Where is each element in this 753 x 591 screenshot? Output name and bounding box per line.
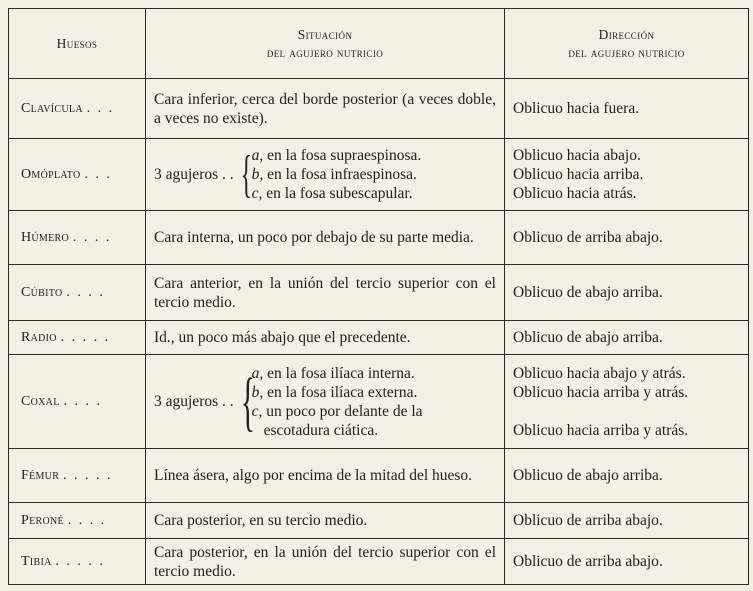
bone-name: Húmero . . . .	[9, 211, 146, 265]
table-row	[9, 265, 749, 321]
table-row	[9, 211, 749, 265]
table-row	[9, 449, 749, 503]
bone-name: Coxal . . . .	[9, 355, 146, 449]
header-direccion: Dirección del agujero nutricio	[505, 9, 749, 79]
list-item: a, en la fosa supraespinosa.	[251, 147, 422, 164]
table-row	[9, 321, 749, 355]
foramen-count: 3 agujeros . .	[154, 166, 234, 183]
nutrient-foramen-table	[8, 8, 749, 585]
bone-name: Cúbito . . . .	[9, 265, 146, 321]
direction-cell: Oblicuo hacia fuera.	[505, 79, 749, 139]
bone-name: Radio . . . . .	[9, 321, 146, 355]
situation-cell: Cara interna, un poco por debajo de su parte media.	[146, 211, 505, 265]
situation-cell: Id., un poco más abajo que el precedente.	[146, 321, 505, 355]
bone-name: Omóplato . . .	[9, 139, 146, 211]
list-item: b, en la fosa ilíaca externa.	[251, 383, 418, 401]
direction-cell: Oblicuo hacia abajo. Oblicuo hacia arriba. Oblicuo hacia atrás.	[505, 139, 749, 211]
bone-name: Fémur . . . . .	[9, 449, 146, 503]
bone-name: Tibia . . . . .	[9, 539, 146, 585]
direction-cell: Oblicuo hacia abajo y atrás. Oblicuo hacia arriba y atrás. Oblicuo hacia arriba y atrás.	[505, 355, 749, 449]
situation-cell: Cara inferior, cerca del borde posterior (a veces doble, a veces no existe).	[146, 79, 505, 139]
situation-cell	[146, 355, 505, 449]
list-item: b, en la fosa infraespinosa.	[251, 166, 417, 183]
foramen-count: 3 agujeros . .	[154, 393, 234, 410]
direction-cell: Oblicuo de abajo arriba.	[505, 321, 749, 355]
direction-cell: Oblicuo de arriba abajo.	[505, 503, 749, 539]
direction-cell: Oblicuo de arriba abajo.	[505, 539, 749, 585]
situation-cell: Cara anterior, en la unión del tercio superior con el tercio medio.	[146, 265, 505, 321]
table-row	[9, 79, 749, 139]
situation-cell: Línea ásera, algo por encima de la mitad del hueso.	[146, 449, 505, 503]
list-item: a, en la fosa ilíaca interna.	[251, 364, 415, 382]
table-row	[9, 139, 749, 211]
header-huesos: Huesos	[9, 9, 146, 79]
table-row	[9, 355, 749, 449]
table-row	[9, 503, 749, 539]
situation-cell	[146, 139, 505, 211]
table-row	[9, 539, 749, 585]
curly-brace: {	[240, 145, 252, 203]
situation-cell: Cara posterior, en su tercio medio.	[146, 503, 505, 539]
bone-name: Clavícula . . .	[9, 79, 146, 139]
list-item: c, un poco por delante de la	[251, 402, 423, 420]
situation-cell: Cara posterior, en la unión del tercio superior con el tercio medio.	[146, 539, 505, 585]
direction-cell: Oblicuo de abajo arriba.	[505, 449, 749, 503]
direction-cell: Oblicuo de abajo arriba.	[505, 265, 749, 321]
list-item: c, en la fosa subescapular.	[251, 185, 413, 202]
header-row	[9, 9, 749, 79]
list-item: escotadura ciática.	[263, 421, 379, 439]
direction-cell: Oblicuo de arriba abajo.	[505, 211, 749, 265]
bone-name: Peroné . . . .	[9, 503, 146, 539]
header-situacion: Situación del agujero nutricio	[146, 9, 505, 79]
curly-brace: {	[240, 364, 255, 438]
